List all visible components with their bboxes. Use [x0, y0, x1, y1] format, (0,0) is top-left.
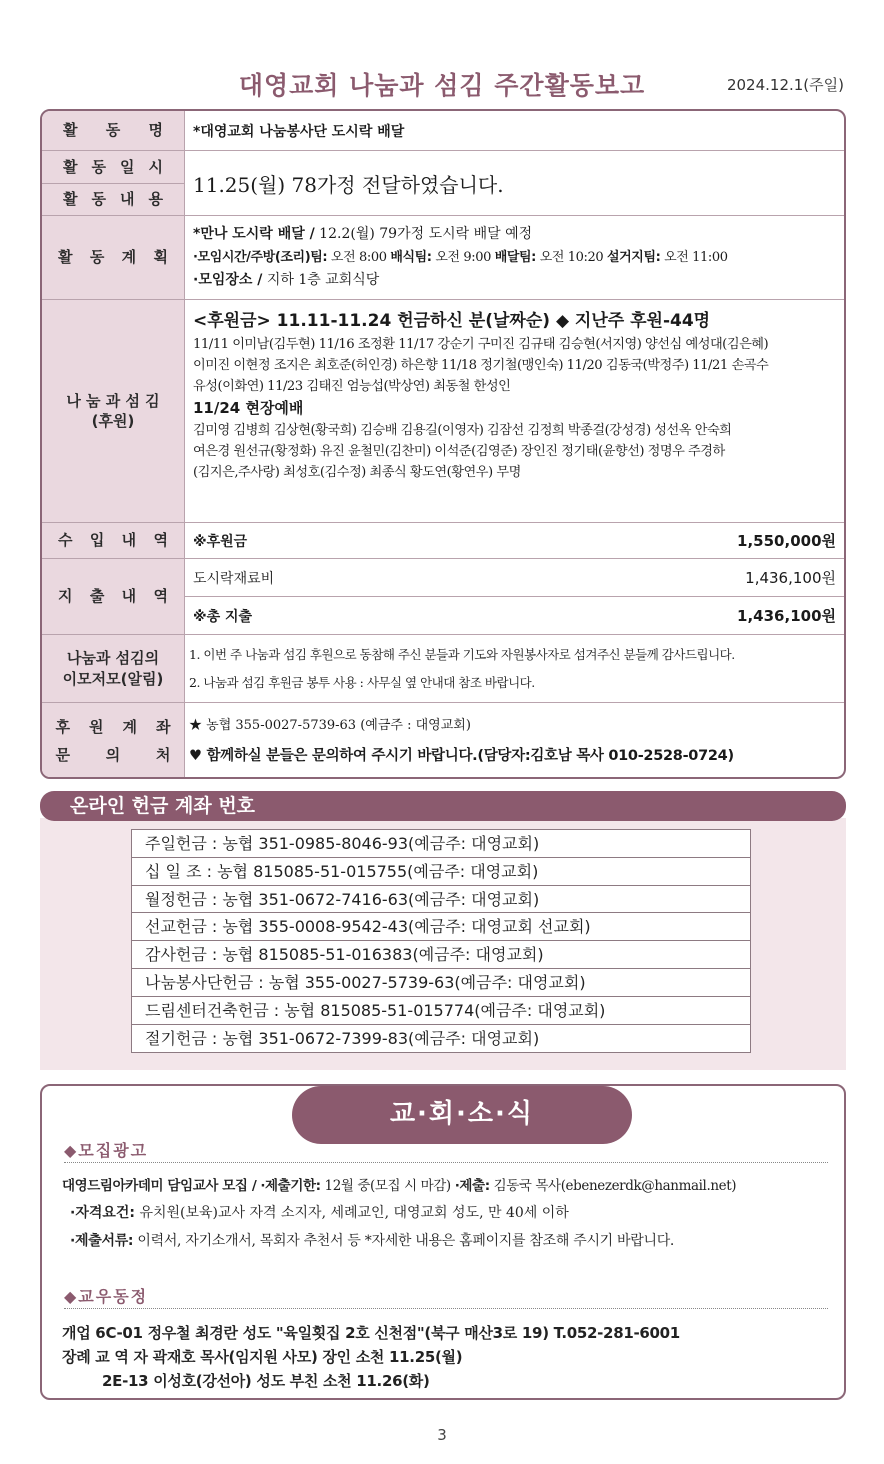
onsite-line: 여은경 원선규(황정화) 유진 윤철민(김찬미) 이석준(김영준) 장인진 정기태(윤향선) 정명우 주경하	[193, 444, 725, 459]
report-date: 2024.12.1(주일)	[726, 76, 844, 94]
members-heading: ◆교우동정	[64, 1287, 149, 1306]
row-income	[42, 523, 844, 559]
label-activity-plan: 활 동 계 획	[42, 216, 185, 299]
label-sharing: 나 눔 과 섬 김 (후원)	[42, 300, 185, 522]
label-expense: 지 출 내 역	[42, 559, 185, 634]
onsite-line: 김미영 김병희 김상현(황국희) 김승배 김용길(이영자) 김잠선 김정희 박종걸(강성경) 성선옥 안숙희	[193, 423, 732, 438]
account-row: 십 일 조 : 농협 815085-51-015755(예금주: 대영교회)	[132, 858, 750, 886]
label-contact: 후 원 계 좌 문 의 처	[42, 703, 185, 779]
account-row: 드림센터건축헌금 : 농협 815085-51-015774(예금주: 대영교회)	[132, 997, 750, 1025]
row-sharing-donors	[42, 300, 844, 523]
donation-account: ★ 농협 355-0027-5739-63 (예금주 : 대영교회)	[189, 718, 471, 733]
income-amount: 1,550,000원	[737, 532, 836, 550]
income-item: ※후원금	[193, 533, 248, 550]
online-accounts-title: 온라인 헌금 계좌 번호	[40, 791, 846, 821]
activity-report-table	[40, 109, 846, 779]
donor-heading: <후원금> 11.11-11.24 헌금하신 분(날짜순) ◆ 지난주 후원-44명	[193, 311, 711, 331]
row-notices	[42, 635, 844, 703]
recruit-line-3: ·제출서류: 이력서, 자기소개서, 목회자 추천서 등 *자세한 내용은 홈페이지를 참조해 주시기 바랍니다.	[70, 1233, 675, 1249]
expense-value	[185, 559, 844, 634]
account-row: 주일헌금 : 농협 351-0985-8046-93(예금주: 대영교회)	[132, 830, 750, 858]
onsite-line: (김지은,주사랑) 최성호(김수정) 최종식 황도연(황연우) 무명	[193, 465, 521, 480]
divider	[64, 1162, 828, 1163]
label-notices: 나눔과 섬김의 이모저모(알림)	[42, 635, 185, 702]
label-activity-name: 활 동 명	[42, 111, 185, 150]
members-line-3: 2E-13 이성호(강선아) 성도 부친 소천 11.26(화)	[102, 1372, 430, 1390]
expense-item: 도시락재료비	[193, 570, 275, 587]
page-header	[0, 64, 884, 104]
recruit-line-2: ·자격요건: 유치원(보육)교사 자격 소지자, 세례교인, 대영교회 성도, 만 40세 이하	[70, 1205, 569, 1221]
account-row: 선교헌금 : 농협 355-0008-9542-43(예금주: 대영교회 선교회)	[132, 913, 750, 941]
row-activity-date-content	[42, 151, 844, 216]
account-row: 월정헌금 : 농협 351-0672-7416-63(예금주: 대영교회)	[132, 886, 750, 914]
divider	[64, 1308, 828, 1309]
church-news-box	[40, 1084, 846, 1400]
church-news-title: 교·회·소·식	[292, 1086, 632, 1144]
row-activity-name	[42, 111, 844, 151]
notice-item: 1. 이번 주 나눔과 섬김 후원으로 동참해 주신 분들과 기도와 자원봉사자로 섬겨주신 분들께 감사드립니다.	[189, 646, 735, 662]
onsite-heading: 11/24 현장예배	[193, 399, 304, 417]
contact-value	[185, 703, 844, 779]
contact-person: ♥ 함께하실 분들은 문의하여 주시기 바랍니다.(담당자:김호남 목사 010-2528-0724)	[189, 748, 734, 764]
row-activity-plan	[42, 216, 844, 300]
page-title: 대영교회 나눔과 섬김 주간활동보고	[238, 71, 646, 100]
expense-total-amount: 1,436,100원	[737, 607, 836, 625]
activity-date-content-value: 11.25(월) 78가정 전달하였습니다.	[193, 172, 504, 197]
donor-line: 이미진 이현정 조지은 최호준(허인경) 하은향 11/18 정기철(맹인숙) 11/20 김동국(박정주) 11/21 손곡수	[193, 358, 769, 373]
expense-amount: 1,436,100원	[745, 569, 836, 587]
account-row: 절기헌금 : 농협 351-0672-7399-83(예금주: 대영교회)	[145, 1028, 540, 1048]
members-line-1: 개업 6C-01 정우철 최경란 성도 "육일횟집 2호 신천점"(북구 매산3로 19) T.052-281-6001	[62, 1324, 680, 1342]
activity-plan-value: *만나 도시락 배달 / 12.2(월) 79가정 도시락 배달 예정 ·모임시간/주방(조리)팀: 오전 8:00 배식팀: 오전 9:00 배달팀: 오전 10:20 설거지팀: 오전 11:00 ·모임장소 / 지하 1층 교회식당	[193, 226, 728, 288]
label-income: 수 입 내 역	[42, 523, 185, 558]
row-contact	[42, 703, 844, 779]
recruit-heading: ◆모집광고	[64, 1141, 149, 1160]
expense-total-item: ※총 지출	[193, 608, 253, 625]
page-number: 3	[437, 1426, 447, 1444]
sharing-value	[185, 300, 844, 522]
notice-item: 2. 나눔과 섬김 후원금 봉투 사용 : 사무실 옆 안내대 참조 바랍니다.	[189, 674, 535, 690]
donor-line: 11/11 이미남(김두현) 11/16 조정환 11/17 강순기 구미진 김규태 김승현(서지영) 양선심 예성대(김은혜)	[193, 337, 769, 352]
account-row: 나눔봉사단헌금 : 농협 355-0027-5739-63(예금주: 대영교회)	[132, 969, 750, 997]
activity-name-value: *대영교회 나눔봉사단 도시락 배달	[193, 123, 405, 140]
label-activity-date-content: 활 동 일 시 활 동 내 용	[42, 151, 185, 215]
members-line-2: 장례 교 역 자 곽재호 목사(임지원 사모) 장인 소천 11.25(월)	[62, 1348, 463, 1366]
notices-value	[185, 635, 844, 702]
row-expense	[42, 559, 844, 635]
recruit-line-1: 대영드림아카데미 담임교사 모집 / ·제출기한: 12월 중(모집 시 마감) ·제출: 김동국 목사(ebenezerdk@hanmail.net)	[62, 1178, 737, 1194]
income-value	[185, 523, 844, 558]
donor-line: 유성(이화연) 11/23 김태진 엄능섭(박상연) 최동철 한성인	[193, 379, 511, 394]
online-accounts-list	[131, 829, 751, 1053]
account-row: 감사헌금 : 농협 815085-51-016383(예금주: 대영교회)	[132, 941, 750, 969]
